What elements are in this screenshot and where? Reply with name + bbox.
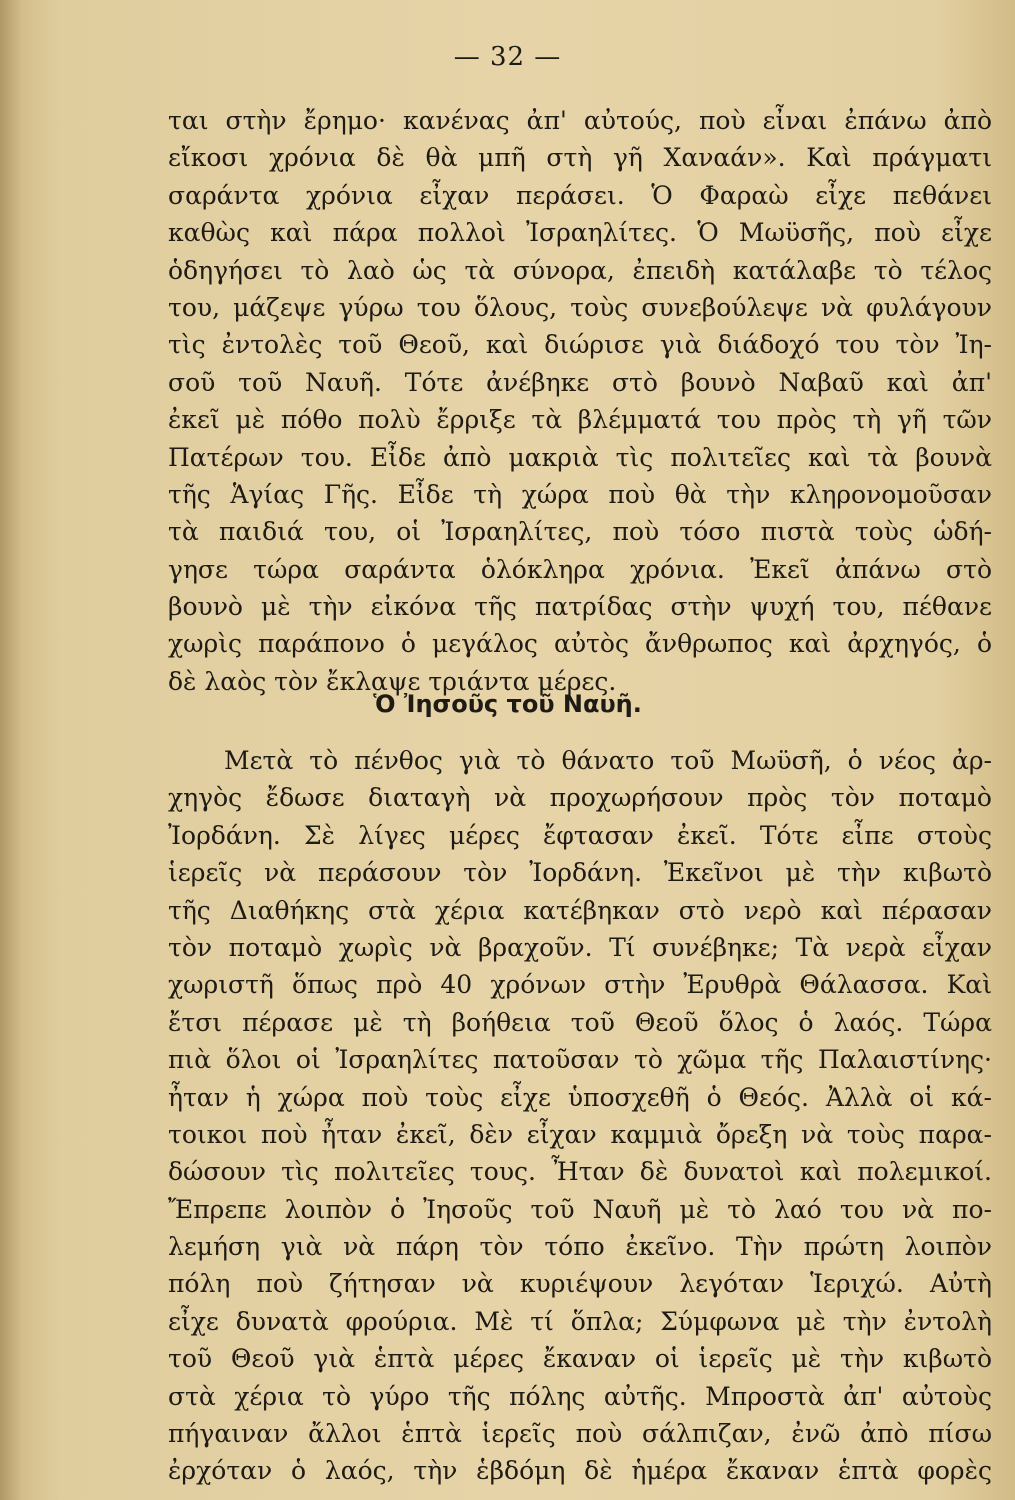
paragraph-moses-death <box>168 102 992 700</box>
text-line: τῆς Ἁγίας Γῆς. Εἶδε τὴ χώρα ποὺ θὰ τὴν κληρονομοῦσαν <box>168 479 992 509</box>
text-line: δώσουν τὶς πολιτεῖες τους. Ἦταν δὲ δυνατοὶ καὶ πολεμικοί. <box>168 1157 992 1187</box>
text-line: γησε τώρα σαράντα ὁλόκληρα χρόνια. Ἐκεῖ ἀπάνω στὸ <box>168 554 992 584</box>
text-line: εἶχε δυνατὰ φρούρια. Μὲ τί ὅπλα; Σύμφωνα μὲ τὴν ἐντολὴ <box>168 1306 992 1336</box>
page-binding-shadow <box>0 0 22 1500</box>
text-line: χωριστῆ ὅπως πρὸ 40 χρόνων στὴν Ἐρυθρὰ Θάλασσα. Καὶ <box>168 970 992 1000</box>
text-line: τοικοι ποὺ ἦταν ἐκεῖ, δὲν εἶχαν καμμιὰ ὄρεξη νὰ τοὺς παρα- <box>168 1119 992 1149</box>
text-line: ἦταν ἡ χώρα ποὺ τοὺς εἶχε ὑποσχεθῆ ὁ Θεός. Ἀλλὰ οἱ κά- <box>168 1082 992 1112</box>
text-line: σαράντα χρόνια εἶχαν περάσει. Ὁ Φαραὼ εἶχε πεθάνει <box>168 180 992 210</box>
section-heading: Ὁ Ἰησοῦς τοῦ Ναυῆ. <box>373 690 642 718</box>
text-line: δὲ λαὸς τὸν ἔκλαψε τριάντα μέρες. <box>168 666 617 696</box>
text-line: πόλη ποὺ ζήτησαν νὰ κυριέψουν λεγόταν Ἱεριχώ. Αὐτὴ <box>168 1269 992 1299</box>
text-line: τὸν ποταμὸ χωρὶς νὰ βραχοῦν. Τί συνέβηκε; Τὰ νερὰ εἶχαν <box>168 932 992 962</box>
text-line: ἔτσι πέρασε μὲ τὴ βοήθεια τοῦ Θεοῦ ὅλος ὁ λαός. Τώρα <box>168 1007 992 1037</box>
text-line: τῆς Διαθήκης στὰ χέρια κατέβηκαν στὸ νερὸ καὶ πέρασαν <box>168 895 992 925</box>
text-line: εἴκοσι χρόνια δὲ θὰ μπῆ στὴ γῆ Χαναάν». Καὶ πράγματι <box>168 143 992 173</box>
text-line: Μετὰ τὸ πένθος γιὰ τὸ θάνατο τοῦ Μωϋσῆ, ὁ νέος ἀρ- <box>224 746 992 775</box>
text-line: πιὰ ὅλοι οἱ Ἰσραηλίτες πατοῦσαν τὸ χῶμα τῆς Παλαιστίνης· <box>168 1045 992 1075</box>
text-line: του, μάζεψε γύρω του ὅλους, τοὺς συνεβούλεψε νὰ φυλάγουν <box>168 292 992 322</box>
text-line: χωρὶς παράπονο ὁ μεγάλος αὐτὸς ἄνθρωπος καὶ ἀρχηγός, ὁ <box>168 629 992 659</box>
text-line: καθὼς καὶ πάρα πολλοὶ Ἰσραηλίτες. Ὁ Μωϋσῆς, ποὺ εἶχε <box>168 218 992 248</box>
text-line: βουνὸ μὲ τὴν εἰκόνα τῆς πατρίδας στὴν ψυχή του, πέθανε <box>168 592 992 622</box>
page-number: — 32 — <box>453 42 562 72</box>
paragraph-joshua <box>168 742 992 1490</box>
text-line: Ἔπρεπε λοιπὸν ὁ Ἰησοῦς τοῦ Ναυῆ μὲ τὸ λαό του νὰ πο- <box>168 1194 992 1224</box>
text-line: ἱερεῖς νὰ περάσουν τὸν Ἰορδάνη. Ἐκεῖνοι μὲ τὴν κιβωτὸ <box>168 858 992 888</box>
text-line: ἐκεῖ μὲ πόθο πολὺ ἔρριξε τὰ βλέμματά του πρὸς τὴ γῆ τῶν <box>168 405 992 435</box>
text-line: σοῦ τοῦ Ναυῆ. Τότε ἀνέβηκε στὸ βουνὸ Ναβαῦ καὶ ἀπ' <box>168 367 992 397</box>
text-line: ὁδηγήσει τὸ λαὸ ὡς τὰ σύνορα, ἐπειδὴ κατάλαβε τὸ τέλος <box>168 255 992 285</box>
text-line: Πατέρων του. Εἶδε ἀπὸ μακριὰ τὶς πολιτεῖες καὶ τὰ βουνὰ <box>168 442 992 472</box>
text-line: χηγὸς ἔδωσε διαταγὴ νὰ προχωρήσουν πρὸς τὸν ποταμὸ <box>168 783 992 813</box>
text-line: λεμήση γιὰ νὰ πάρη τὸν τόπο ἐκεῖνο. Τὴν πρώτη λοιπὸν <box>168 1232 992 1262</box>
text-line: τὶς ἐντολὲς τοῦ Θεοῦ, καὶ διώρισε γιὰ διάδοχό του τὸν Ἰη- <box>168 330 992 360</box>
text-line: στὰ χέρια τὸ γύρο τῆς πόλης αὐτῆς. Μπροστὰ ἀπ' αὐτοὺς <box>168 1381 992 1411</box>
text-line: Ἰορδάνη. Σὲ λίγες μέρες ἔφτασαν ἐκεῖ. Τότε εἶπε στοὺς <box>168 820 992 850</box>
text-line: τὰ παιδιά του, οἱ Ἰσραηλίτες, ποὺ τόσο πιστὰ τοὺς ὡδή- <box>168 517 992 547</box>
text-line: ἐρχόταν ὁ λαός, τὴν ἑβδόμη δὲ ἡμέρα ἔκαναν ἑπτὰ φορὲς <box>168 1456 992 1486</box>
text-line: τοῦ Θεοῦ γιὰ ἑπτὰ μέρες ἔκαναν οἱ ἱερεῖς μὲ τὴν κιβωτὸ <box>168 1344 992 1374</box>
text-line: πήγαιναν ἄλλοι ἑπτὰ ἱερεῖς ποὺ σάλπιζαν, ἐνῶ ἀπὸ πίσω <box>168 1419 992 1449</box>
text-line: ται στὴν ἔρημο· κανένας ἀπ' αὐτούς, ποὺ εἶναι ἐπάνω ἀπὸ <box>168 106 992 135</box>
